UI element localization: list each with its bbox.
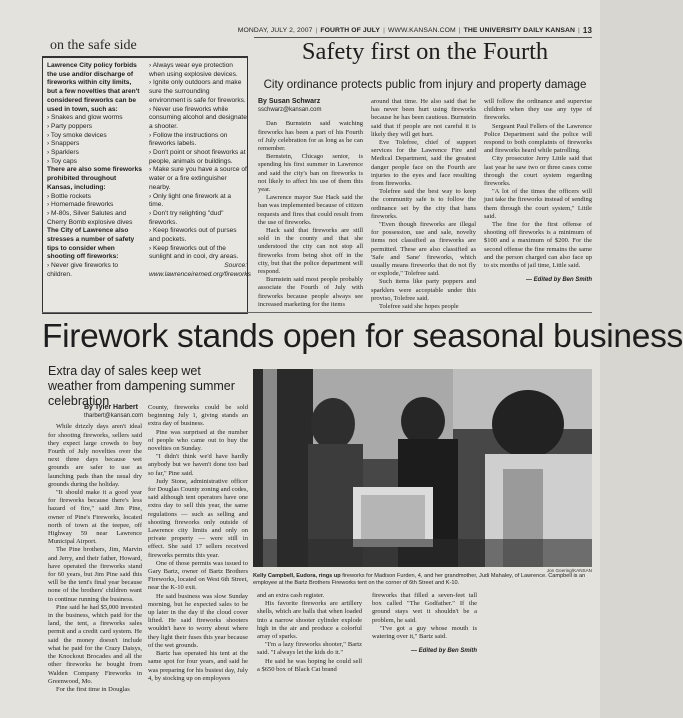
article-paragraph: Burnstein said most people probably associate the Fourth of July with fireworks because people always see increased marketing for the items bbox=[258, 276, 363, 308]
main-story-edited-by: — Edited by Ben Smith bbox=[410, 648, 477, 655]
sidebar-tip: › Never use fireworks while consuming alcohol and designate a shooter. bbox=[149, 105, 247, 130]
article-paragraph: around that time. He also said that he has never been hurt using fireworks because he has been cautious. Burnstein said that if people are not careful it is likely they will get hurt. bbox=[371, 98, 476, 138]
top-story-byline: By Susan Schwarz bbox=[258, 98, 321, 105]
photo-caption bbox=[253, 573, 592, 587]
article-paragraph: Eve Tolefree, chief of support services for the Lawrence Fire and Medical Department, said the greatest danger people face on the Fourth are injuries to the eyes and face resulting from fireworks. bbox=[371, 139, 476, 188]
header-paper-name: THE UNIVERSITY DAILY KANSAN bbox=[463, 26, 576, 34]
sidebar-tip: › Keep fireworks out of the sunlight and in cool, dry areas. bbox=[149, 244, 239, 261]
sidebar-left-column bbox=[47, 62, 143, 280]
article-paragraph: His favorite fireworks are artillery shells, which are balls that when loaded into a narrow shooter cylinder explode high in the air and produce a colorful array of sparks. bbox=[257, 600, 362, 641]
article-paragraph: He said business was slow Sunday morning, but he expected sales to be up later in the day if the cloud cover lifted. He said fireworks shooters wouldn't have to worry about where they light their fuses this year because of the wet grounds. bbox=[148, 592, 248, 649]
sidebar-box bbox=[42, 56, 251, 314]
sidebar-tip: › Make sure you have a source of water or a fire extinguisher nearby. bbox=[149, 166, 247, 191]
header-section: FOURTH OF JULY bbox=[320, 26, 381, 34]
header-site: WWW.KANSAN.COM bbox=[387, 26, 456, 34]
sidebar-tip: There are also some fireworks prohibited throughout Kansas, including: bbox=[47, 166, 142, 191]
article-paragraph: Pine was surprised at the number of people who came out to buy the novelties on Sunday. bbox=[148, 428, 248, 453]
main-story-column-2 bbox=[148, 404, 248, 683]
sidebar-tip: › Never give fireworks to children. bbox=[47, 262, 119, 278]
caption-text: fireworks for Madison Furden, 4, and her grandmother, Judi Mahaley, of Lawrence. Campbell is an employee at the Bartz Brothers Fireworks tent on the corner of 6th Street and K-10. bbox=[253, 573, 586, 586]
sidebar-title: on the safe side bbox=[50, 38, 137, 53]
article-paragraph: City prosecutor Jerry Little said that last year he saw two or three cases come through the court system regarding fireworks. bbox=[484, 155, 592, 188]
sidebar-tip: › M-80s, Silver Salutes and Cherry Bomb explosive dives bbox=[47, 209, 133, 226]
article-paragraph: Bernstein, Chicago senior, is spending his first summer in Lawrence and said the city's ban on fireworks is not likely to affect his use of them this year. bbox=[258, 153, 363, 194]
top-story-column-2 bbox=[371, 98, 476, 311]
sidebar-tip: › Sparklers bbox=[47, 149, 79, 157]
article-paragraph: Hack said that fireworks are still sold in the county and that she understood the city can not stop all fireworks from being shot off in the city, but that the police department will respond. bbox=[258, 227, 363, 276]
article-paragraph: Lawrence mayor Sue Hack said the ban was implemented because of citizen requests and fires that could result from the use of fireworks. bbox=[258, 194, 363, 226]
article-paragraph: Dan Burnstein said watching fireworks has been a part of his Fourth of July celebration for as long as he can remember. bbox=[258, 120, 363, 153]
article-paragraph: fireworks that filled a seven-feet tall box called "The Godfather." If the ground stays wet it shouldn't be a problem, he said. bbox=[372, 592, 477, 624]
sidebar-tip: › Don't try relighting "dud" fireworks. bbox=[149, 209, 224, 226]
sidebar-tip: › Snappers bbox=[47, 140, 80, 148]
photo-credit: Jon Goering/KANSAN bbox=[546, 568, 592, 573]
main-story-byline: By Tyler Harbert bbox=[84, 404, 138, 411]
sidebar-tip: › Only light one firework at a time. bbox=[149, 192, 232, 209]
sidebar-tip: › Always wear eye protection when using explosive devices. bbox=[149, 62, 238, 78]
article-paragraph: "I didn't think we'd have hardly anybody but we haven't done too bad so far," Pine said. bbox=[148, 453, 248, 477]
article-paragraph: Judy Stone, administrative officer for Douglas County zoning and codes, said although tent operators have one extra day to sell this year, the same regulations — such as selling and shooting fireworks only outside of Lawrence city limits and only on private property — were still in effect. She said 17 sellers received fireworks permits this year. bbox=[148, 477, 249, 559]
sidebar-tip: › Party poppers bbox=[47, 122, 93, 130]
main-story-subhead: Extra day of sales keep wet weather from dampening summer celebration bbox=[48, 364, 235, 408]
article-paragraph: Bartz has operated his tent at the same spot for four years, and said he was preparing for his busiest day, July 4, by stocking up on employees bbox=[148, 650, 248, 682]
caption-name: Kelly Campbell, Eudora, rings up bbox=[253, 573, 341, 579]
main-story-email: tharbert@kansan.com bbox=[84, 413, 144, 420]
article-paragraph: Pine said he had $5,000 invested in the business, which paid for the land, the tent, a fireworks sales permit and a credit card system. He said the money doesn't include what he paid for the Crazy Daisys, the Knockout Brocades and all the other fireworks he bought from Walden Company Fireworks in Greenwood, Mo. bbox=[48, 603, 142, 685]
header-page-number: 13 bbox=[582, 25, 592, 35]
article-paragraph: Such items like party poppers and sparklers were acceptable under this proviso, Tolefree said. bbox=[371, 278, 476, 302]
article-paragraph: will follow the ordinance and supervise children when they use any type of fireworks. bbox=[484, 98, 592, 122]
top-story-column-3 bbox=[484, 98, 592, 284]
top-story-headline: Safety first on the Fourth bbox=[301, 38, 549, 65]
sidebar-tip: › Bottle rockets bbox=[47, 192, 91, 200]
article-paragraph: "I've got a guy whose mouth is watering over it," Bartz said. bbox=[372, 624, 477, 641]
article-paragraph: The fine for the first offense of shooting off fireworks is a minimum of $100 and a maximum of $200. For the second offense the fine remains the same and the person charged can also face up to six months of jail time, Little said. bbox=[484, 221, 592, 270]
main-story-column-3 bbox=[257, 592, 362, 674]
sidebar-tip: › Homemade fireworks bbox=[47, 201, 114, 209]
top-story-edited-by: — Edited by Ben Smith bbox=[525, 277, 592, 284]
article-paragraph: One of those permits was issued to Gary Bartz, owner of Bartz Brothers Fireworks, located on West 6th Street, near the K-10 exit. bbox=[148, 559, 248, 592]
article-paragraph: County, fireworks could be sold beginning July 1, giving stands an extra day of business. bbox=[148, 404, 248, 428]
article-paragraph: He said he was hoping he could sell a $650 box of Black Cat brand bbox=[257, 657, 362, 673]
article-paragraph: While drizzly days aren't ideal for shooting fireworks, sellers said they expect large crowds to buy Fourth of July novelties over the next three days because wet grounds are safer to use as launching pads than the usual dry grounds during the holiday. bbox=[48, 423, 142, 488]
main-story-headline: Firework stands open for seasonal business bbox=[42, 318, 683, 355]
section-divider bbox=[42, 312, 592, 313]
article-paragraph: Tolefree said she hopes people bbox=[379, 303, 459, 311]
article-paragraph: Tolefree said the best way to keep the community safe is to follow the ordinance set by the city that bans fireworks. bbox=[371, 188, 476, 220]
sidebar-tip: › Don't point or shoot fireworks at people, animals or buildings. bbox=[149, 149, 246, 165]
sidebar-tip: › Follow the instructions on fireworks labels. bbox=[149, 131, 228, 148]
photo-image bbox=[253, 369, 592, 567]
article-paragraph: and an extra cash register. bbox=[257, 592, 325, 599]
top-story-email: sschwarz@kansan.com bbox=[258, 107, 322, 114]
sidebar-tip: Lawrence City policy forbids the use and/or discharge of fireworks within city limits, but a few novelties that aren't considered fireworks can be used in town, such as: bbox=[47, 62, 140, 113]
page-header: MONDAY, JULY 2, 2007 | FOURTH OF JULY | WWW.KANSAN.COM | THE UNIVERSITY DAILY KANSAN | 13 bbox=[237, 25, 592, 35]
sidebar-right-column bbox=[149, 62, 251, 280]
top-story-subhead: City ordinance protects public from injury and property damage bbox=[263, 78, 587, 91]
sidebar-tip: › Snakes and glow worms bbox=[47, 114, 123, 122]
main-story-column-4 bbox=[372, 592, 477, 655]
article-paragraph: "I'm a lazy fireworks shooter," Bartz said. "I always let the kids do it." bbox=[257, 641, 362, 657]
header-date: MONDAY, JULY 2, 2007 bbox=[237, 26, 313, 34]
sidebar-tip: › Keep fireworks out of purses and pockets. bbox=[149, 227, 237, 244]
sidebar-tip: › Toy caps bbox=[47, 157, 77, 165]
article-paragraph: For the first time in Douglas bbox=[56, 685, 130, 693]
sidebar-tip: › Ignite only outdoors and make sure the surrounding environment is safe for fireworks. bbox=[149, 79, 246, 104]
sidebar-tip: › Toy smoke devices bbox=[47, 131, 107, 139]
sidebar-tip: The City of Lawrence also stresses a number of safety tips to consider when shooting off fireworks: bbox=[47, 227, 135, 261]
top-story-column-1 bbox=[258, 98, 363, 309]
fireworks-tent-photo bbox=[253, 369, 592, 567]
article-paragraph: "It should make it a good year for fireworks because there's less hazard of fire," said Jim Pine, owner of Pine's Fireworks, located north of town at the teepee, off Highway 59 near Lawrence Municipal Airport. bbox=[48, 489, 142, 546]
sidebar-source: Source: www.lawrenceiremed.org/fireworks bbox=[149, 262, 251, 278]
article-paragraph: Sergeant Paul Fellers of the Lawrence Police Department said the police will respond to both complaints of fireworks and fireworks heard while patrolling. bbox=[484, 122, 592, 155]
article-paragraph: "A lot of the times the officers will just take the fireworks instead of sending them through the court system," Little said. bbox=[484, 188, 592, 220]
article-paragraph: "Even though fireworks are illegal for possession, use and sale, novelty items not classified as fireworks are permitted. These are also classified as 'Safe and Sane' fireworks, which usually means fireworks that do not fly or explode," Tolefree said. bbox=[371, 221, 476, 278]
main-story-column-1 bbox=[48, 404, 142, 694]
article-paragraph: The Pine brothers, Jim, Marvin and Jerry, and their father, Howard, have operated the fireworks stand for 60 years, but Jim Pine said this will be the tent's final year because none of the brothers' children want to continue running the business. bbox=[48, 546, 142, 603]
